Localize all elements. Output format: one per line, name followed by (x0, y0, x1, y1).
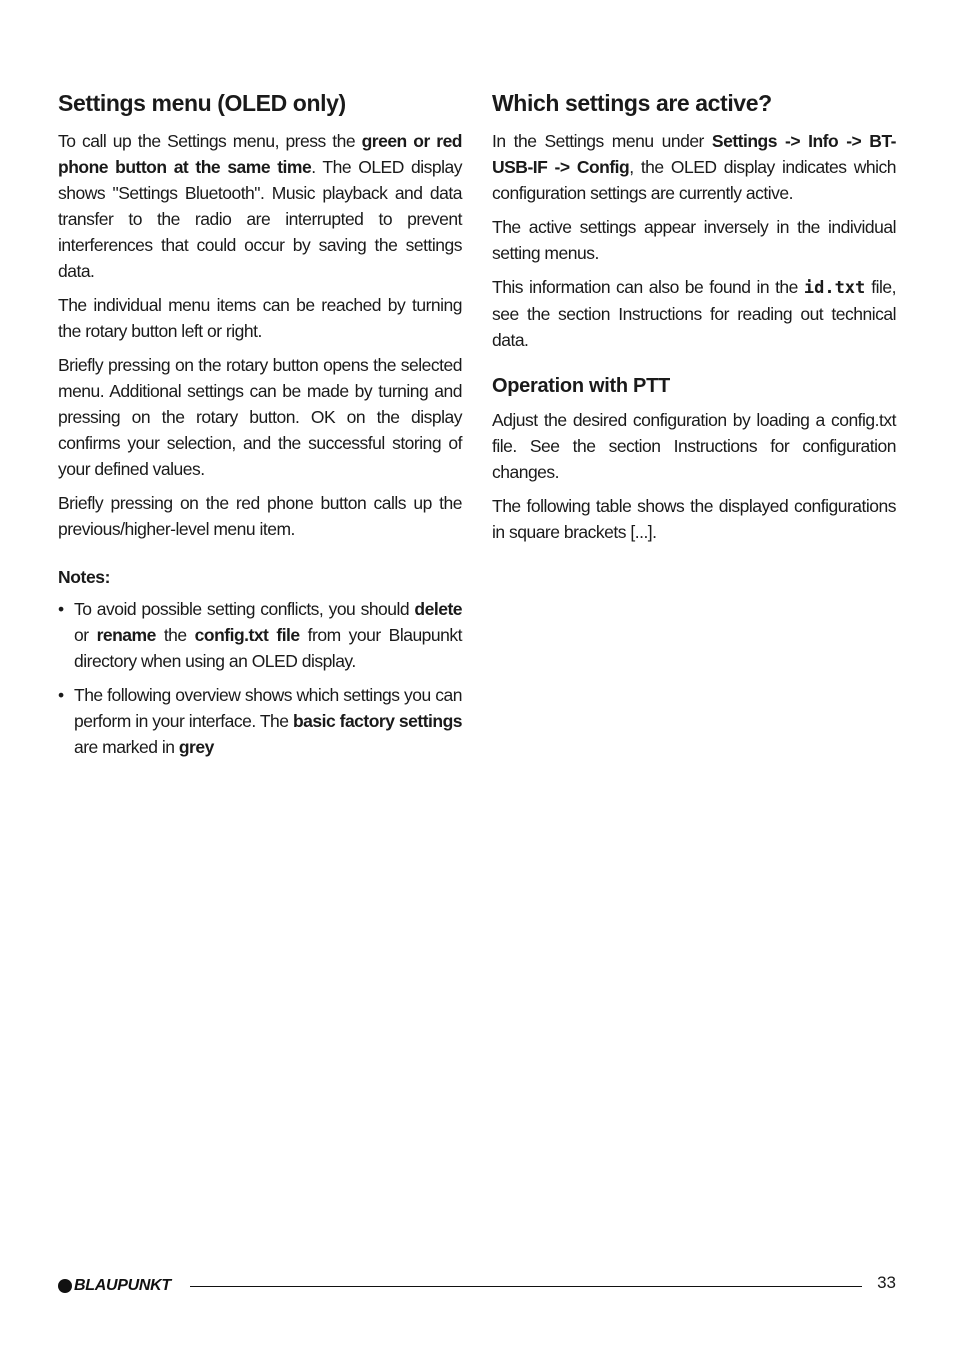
active-settings-heading: Which settings are active? (492, 90, 772, 116)
text-run: are marked in (74, 737, 179, 757)
bold-run: green or red phone button at the same time (58, 131, 462, 177)
text-run: the (155, 625, 195, 645)
bold-run: rename (96, 625, 156, 645)
logo-dot-icon (58, 1279, 72, 1293)
bullet-icon: • (58, 685, 64, 705)
brand-name: BLAUPUNKT (74, 1277, 171, 1294)
text-run: This information can also be found in the (492, 277, 804, 297)
text-run: In the Settings menu under (492, 131, 712, 151)
bullet-icon: • (58, 599, 64, 619)
notes-list (58, 596, 462, 760)
rotary-button-paragraph: Briefly pressing on the rotary button opens the selected menu. Additional settings can be made by turning and pressing on the rotary button. OK on the display confirms your selection, and the successful storing of your defined values. (58, 355, 462, 479)
blaupunkt-logo (58, 1277, 171, 1295)
inverse-paragraph: The active settings appear inversely in the individual setting menus. (492, 217, 896, 263)
bold-run: config.txt file (194, 625, 300, 645)
left-column (58, 88, 462, 768)
text-run: from your Blaupunkt directory when using an OLED display. (74, 625, 462, 671)
text-run: To call up the Settings menu, press the (58, 131, 362, 151)
id-txt-paragraph (492, 274, 896, 353)
notes-heading: Notes: (58, 567, 111, 587)
page-footer (58, 1273, 896, 1299)
note-item (58, 682, 462, 760)
text-run: file, see the section Instructions for reading out technical data. (492, 277, 896, 350)
settings-menu-intro (58, 128, 462, 284)
right-column (492, 88, 896, 553)
operation-ptt-heading: Operation with PTT (492, 375, 670, 397)
bold-run: basic factory settings (292, 711, 462, 731)
text-run: To avoid possible setting conflicts, you should (74, 599, 415, 619)
bold-run: grey (178, 737, 214, 757)
note-item (58, 596, 462, 674)
text-run: . The OLED display shows "Settings Bluetooth". Music playback and data transfer to the radio are interrupted to prevent interferences that could occur by saving the settings data. (58, 157, 462, 281)
text-run: , the OLED display indicates which configuration settings are currently active. (492, 157, 896, 203)
menu-items-paragraph: The individual menu items can be reached by turning the rotary button left or right. (58, 295, 462, 341)
bold-run: id.txt (803, 278, 866, 298)
active-settings-intro (492, 128, 896, 206)
text-run: or (74, 625, 97, 645)
footer-rule (190, 1286, 862, 1287)
text-run: The following overview shows which settings you can perform in your interface. The (74, 685, 462, 731)
bold-run: delete (414, 599, 462, 619)
config-paragraph: Adjust the desired configuration by loading a config.txt file. See the section Instructions for configuration changes. (492, 410, 896, 482)
table-paragraph: The following table shows the displayed configurations in square brackets [...]. (492, 496, 896, 542)
red-phone-paragraph: Briefly pressing on the red phone button calls up the previous/higher-level menu item. (58, 493, 462, 539)
settings-menu-heading: Settings menu (OLED only) (58, 90, 346, 116)
bold-run: Settings -> Info -> BT-USB-IF -> Config (492, 131, 896, 177)
page-number: 33 (877, 1273, 896, 1292)
